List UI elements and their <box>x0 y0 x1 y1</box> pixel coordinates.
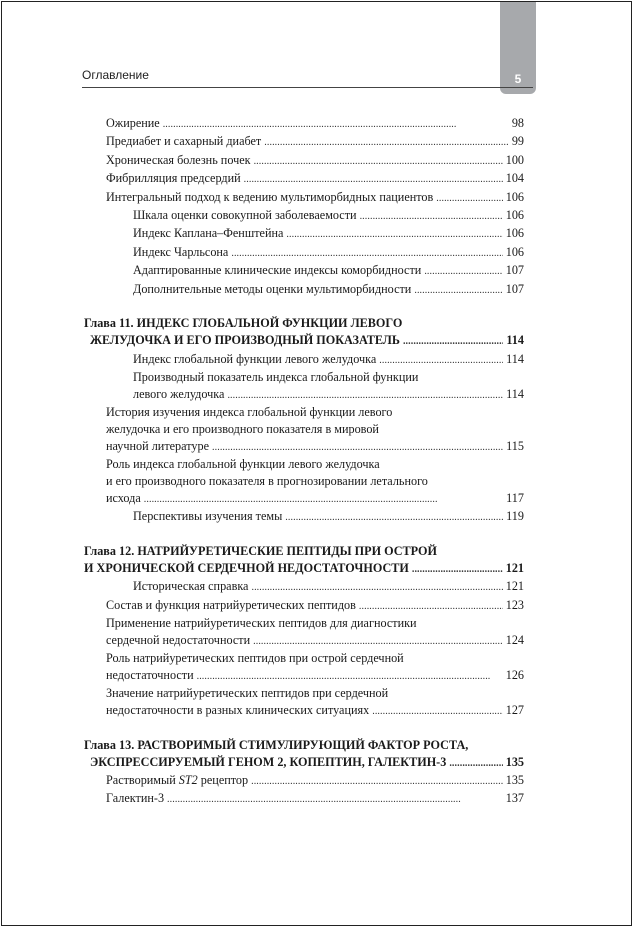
toc-chapter-12[interactable]: И ХРОНИЧЕСКОЙ СЕРДЕЧНОЙ НЕДОСТАТОЧНОСТИ . . . 121 <box>84 560 524 576</box>
toc-entry[interactable]: исхода . . . 117 <box>106 490 524 506</box>
toc-chapter-13[interactable]: ЭКСПРЕССИРУЕМЫЙ ГЕНОМ 2, КОПЕПТИН, ГАЛЕКТИН-3 . . . 135 <box>90 754 524 770</box>
toc-entry[interactable]: Галектин-3 . . . 137 <box>106 790 524 806</box>
toc-subentry[interactable]: Адаптированные клинические индексы коморбидности . . . 107 <box>133 262 524 278</box>
toc-entry[interactable]: Предиабет и сахарный диабет . . . 99 <box>106 133 524 149</box>
toc-chapter-11-line-1[interactable]: Глава 11. ИНДЕКС ГЛОБАЛЬНОЙ ФУНКЦИИ ЛЕВОГО <box>84 316 403 330</box>
toc-subentry[interactable]: Шкала оценки совокупной заболеваемости . . . 106 <box>133 207 524 223</box>
toc-subentry[interactable]: Индекс глобальной функции левого желудочка . . . 114 <box>133 351 524 367</box>
toc-entry[interactable]: Ожирение . . . 98 <box>106 115 524 131</box>
st2-italic: ST2 <box>178 773 198 787</box>
toc-entry[interactable]: Состав и функция натрийуретических пептидов . . . 123 <box>106 597 524 613</box>
toc-entry[interactable]: Фибрилляция предсердий . . . 104 <box>106 170 524 186</box>
toc-entry[interactable]: недостаточности . . . 126 <box>106 667 524 683</box>
running-header-title: Оглавление <box>82 68 149 82</box>
toc-subentry-line-1[interactable]: Производный показатель индекса глобальной функции <box>133 370 419 384</box>
page-number-tab <box>500 2 536 94</box>
toc-entry[interactable]: Растворимый ST2 рецептор . . . 135 <box>106 772 524 788</box>
toc-entry[interactable]: недостаточности в разных клинических ситуациях . . . 127 <box>106 702 524 718</box>
toc-entry-line-1[interactable]: Роль индекса глобальной функции левого желудочка <box>106 457 380 471</box>
header-rule <box>82 87 533 88</box>
toc-entry[interactable]: Интегральный подход к ведению мультиморбидных пациентов . . . 106 <box>106 189 524 205</box>
page-number: 5 <box>514 72 522 86</box>
toc-subentry[interactable]: Индекс Каплана–Фенштейна . . . 106 <box>133 225 524 241</box>
toc-subentry[interactable]: левого желудочка . . . 114 <box>133 386 524 402</box>
toc-entry-line-2[interactable]: желудочка и его производного показателя в мировой <box>106 422 379 436</box>
toc-subentry[interactable]: Перспективы изучения темы . . . 119 <box>133 508 524 524</box>
toc-subentry[interactable]: Историческая справка . . . 121 <box>133 578 524 594</box>
toc-entry[interactable]: Хроническая болезнь почек . . . 100 <box>106 152 524 168</box>
toc-chapter-11[interactable]: ЖЕЛУДОЧКА И ЕГО ПРОИЗВОДНЫЙ ПОКАЗАТЕЛЬ . . . 114 <box>90 332 524 348</box>
toc-subentry[interactable]: Индекс Чарльсона . . . 106 <box>133 244 524 260</box>
toc-subentry[interactable]: Дополнительные методы оценки мультиморбидности . . . 107 <box>133 281 524 297</box>
toc-chapter-13-line-1[interactable]: Глава 13. РАСТВОРИМЫЙ СТИМУЛИРУЮЩИЙ ФАКТОР РОСТА, <box>84 738 469 752</box>
toc-entry-line-1[interactable]: Значение натрийуретических пептидов при сердечной <box>106 686 389 700</box>
toc-entry[interactable]: научной литературе . . . 115 <box>106 438 524 454</box>
book-page <box>1 1 632 926</box>
toc-entry-line-1[interactable]: Применение натрийуретических пептидов для диагностики <box>106 616 417 630</box>
toc-entry-line-1[interactable]: История изучения индекса глобальной функции левого <box>106 405 393 419</box>
toc-entry-line-1[interactable]: Роль натрийуретических пептидов при острой сердечной <box>106 651 404 665</box>
toc-entry-line-2[interactable]: и его производного показателя в прогнозировании летального <box>106 474 428 488</box>
toc-chapter-12-line-1[interactable]: Глава 12. НАТРИЙУРЕТИЧЕСКИЕ ПЕПТИДЫ ПРИ ОСТРОЙ <box>84 544 437 558</box>
toc-entry[interactable]: сердечной недостаточности . . . 124 <box>106 632 524 648</box>
